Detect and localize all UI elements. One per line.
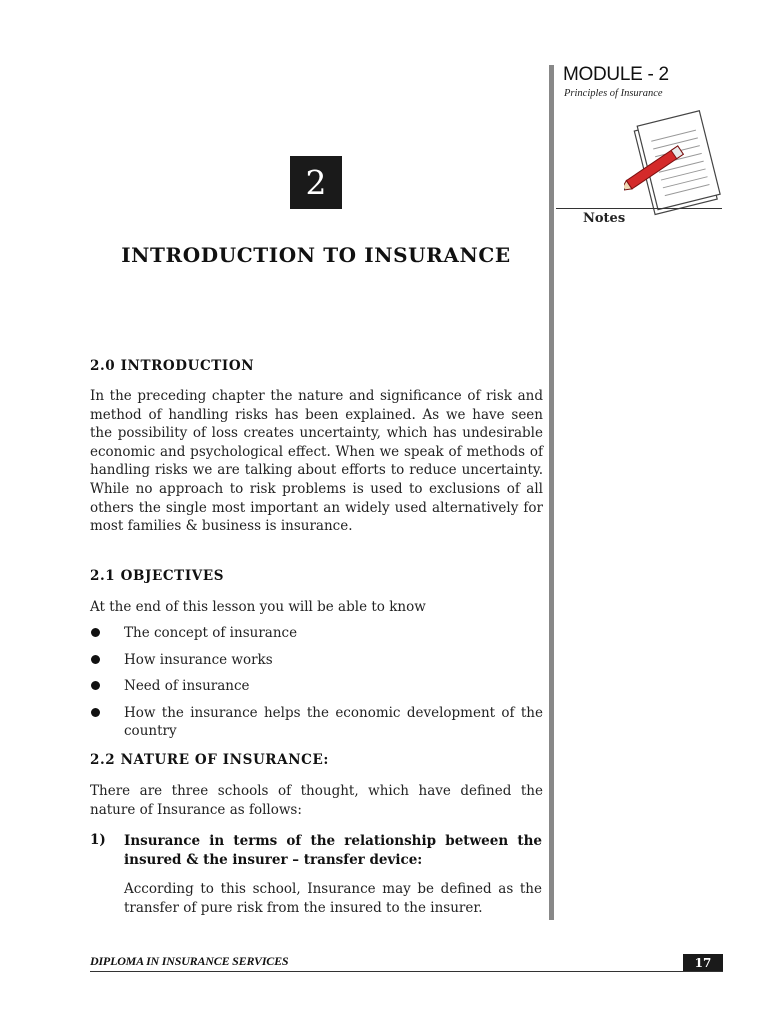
list-item: The concept of insurance bbox=[90, 624, 543, 642]
objectives-lead: At the end of this lesson you will be able to know bbox=[90, 599, 426, 615]
bullet-icon bbox=[91, 655, 100, 664]
page-number: 17 bbox=[683, 954, 723, 972]
footer-course-title: DIPLOMA IN INSURANCE SERVICES bbox=[90, 954, 289, 968]
module-title: MODULE - 2 bbox=[563, 64, 669, 85]
section-heading-nature: 2.2 NATURE OF INSURANCE: bbox=[90, 752, 329, 768]
chapter-number: 2 bbox=[290, 156, 342, 209]
nature-paragraph: There are three schools of thought, which have defined the nature of Insurance as follows: bbox=[90, 783, 543, 818]
notes-rule bbox=[556, 208, 722, 209]
section-heading-introduction: 2.0 INTRODUCTION bbox=[90, 358, 255, 374]
footer-rule bbox=[90, 971, 723, 972]
chapter-title: INTRODUCTION TO INSURANCE bbox=[121, 243, 511, 267]
list-item: How the insurance helps the economic development of the country bbox=[90, 704, 543, 740]
margin-divider bbox=[549, 65, 554, 920]
point-title: Insurance in terms of the relationship between the insured & the insurer – transfer device: bbox=[124, 833, 542, 868]
list-item: Need of insurance bbox=[90, 677, 543, 695]
section-heading-objectives: 2.1 OBJECTIVES bbox=[90, 568, 225, 584]
module-subtitle: Principles of Insurance bbox=[564, 88, 663, 99]
objectives-list bbox=[90, 624, 543, 748]
point-paragraph: According to this school, Insurance may be defined as the transfer of pure risk from the insured to the insurer. bbox=[124, 881, 542, 916]
bullet-icon bbox=[91, 681, 100, 690]
point-number: 1) bbox=[90, 832, 106, 848]
bullet-icon bbox=[91, 708, 100, 717]
introduction-paragraph: In the preceding chapter the nature and significance of risk and method of handling risks has been explained. As we have seen the possibility of loss creates uncertainty, which has undesirable economic and psychological effect. When we speak of methods of handling risks we are talking about efforts to reduce uncertainty. While no approach to risk problems is used to exclusions of all others the single most important an widely used alternatively for most families & business is insurance. bbox=[90, 388, 543, 535]
notes-label: Notes bbox=[583, 211, 626, 226]
list-item: How insurance works bbox=[90, 651, 543, 669]
notepad-pencil-icon bbox=[624, 108, 728, 224]
bullet-icon bbox=[91, 628, 100, 637]
